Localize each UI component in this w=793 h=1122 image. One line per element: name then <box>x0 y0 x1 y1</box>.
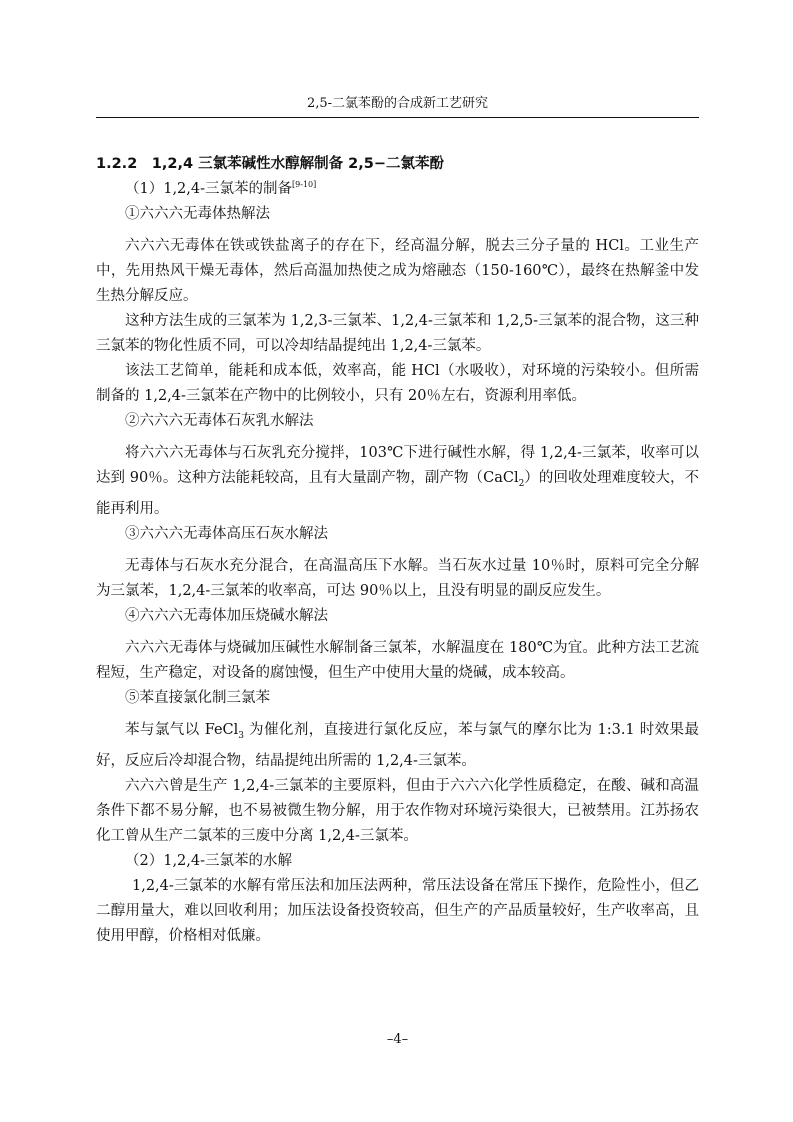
header-rule <box>96 117 699 118</box>
method-3-para: 无毒体与石灰水充分混合，在高温高压下水解。当石灰水过量 10％时，原料可完全分解为三氯苯，1,2,4-三氯苯的收率高，可达 90％以上，且没有明显的副反应发生。 <box>96 557 699 599</box>
method-1-title: ①六六六无毒体热解法 <box>125 206 270 222</box>
running-header: 2,5-二氯苯酚的合成新工艺研究 <box>306 96 489 111</box>
subsection-1-heading <box>96 177 699 202</box>
method-2-para <box>96 441 699 522</box>
subsection-2-heading: （2）1,2,4-三氯苯的水解 <box>125 852 293 869</box>
subsection-1-text: （1）1,2,4-三氯苯的制备 <box>125 181 293 197</box>
method-2-title: ②六六六无毒体石灰乳水解法 <box>125 413 314 429</box>
citation-ref: [9-10] <box>292 180 317 190</box>
section-heading: 1.2.2 1,2,4 三氯苯碱性水醇解制备 2,5−二氯苯酚 <box>96 156 444 172</box>
method-1-para-3: 该法工艺简单，能耗和成本低，效率高，能 HCl（水吸收），对环境的污染较小。但所需制备的 1,2,4-三氯苯在产物中的比例较小，只有 20％左右，资源利用率低。 <box>96 363 699 404</box>
method-2-subscript: 2 <box>518 478 525 489</box>
method-5-para-2: 六六六曾是生产 1,2,4-三氯苯的主要原料，但由于六六六化学性质稳定，在酸、碱和高温条件下都不易分解，也不易被微生物分解，用于农作物对环境污染很大，已被禁用。江苏扬农化工曾从生产二氯苯的三废中分离 1,2,4-三氯苯。 <box>96 777 699 844</box>
method-5-title: ⑤苯直接氯化制三氯苯 <box>125 689 270 706</box>
method-1-para-2: 这种方法生成的三氯苯为 1,2,3-三氯苯、1,2,4-三氯苯和 1,2,5-三氯苯的混合物，这三种三氯苯的物化性质不同，可以冷却结晶提纯出 1,2,4-三氯苯。 <box>96 313 699 354</box>
body-content <box>96 152 699 949</box>
method-4-para: 六六六无毒体与烧碱加压碱性水解制备三氯苯，水解温度在 180℃为宜。此种方法工艺流程短，生产稳定，对设备的腐蚀慢，但生产中使用大量的烧碱，成本较高。 <box>96 639 699 681</box>
method-4-title: ④六六六无毒体加压烧碱水解法 <box>125 607 328 624</box>
method-2-para-b: ）的回收处理难度较大，不能再利用。 <box>96 470 699 517</box>
method-1-para-1: 六六六无毒体在铁或铁盐离子的存在下，经高温分解，脱去三分子量的 HCl。工业生产中，先用热风干燥无毒体，然后高温加热使之成为熔融态（150-160℃），最终在热解釜中发生热分解反应。 <box>96 238 699 304</box>
method-5-para <box>96 718 699 774</box>
method-3-title: ③六六六无毒体高压石灰水解法 <box>125 525 328 542</box>
method-5-para-b: 为催化剂，直接进行氯化反应，苯与氯气的摩尔比为 1:3.1 时效果最好，反应后冷却混合物，结晶提纯出所需的 1,2,4-三氯苯。 <box>96 721 699 769</box>
method-5-subscript: 3 <box>238 730 245 741</box>
page-number: –4– <box>386 1032 409 1047</box>
subsection-2-para: 1,2,4-三氯苯的水解有常压法和加压法两种，常压法设备在常压下操作，危险性小，但乙二醇用量大，难以回收利用；加压法设备投资较高，但生产的产品质量较好，生产收率高，且使用甲醇，价格相对低廉。 <box>96 877 699 944</box>
method-5-para-a: 苯与氯气以 FeCl <box>125 721 239 738</box>
method-2-para-a: 将六六六无毒体与石灰乳充分搅拌，103℃下进行碱性水解，得 1,2,4-三氯苯，收率可以达到 90％。这种方法能耗较高，且有大量副产物，副产物（CaCl <box>96 445 699 486</box>
